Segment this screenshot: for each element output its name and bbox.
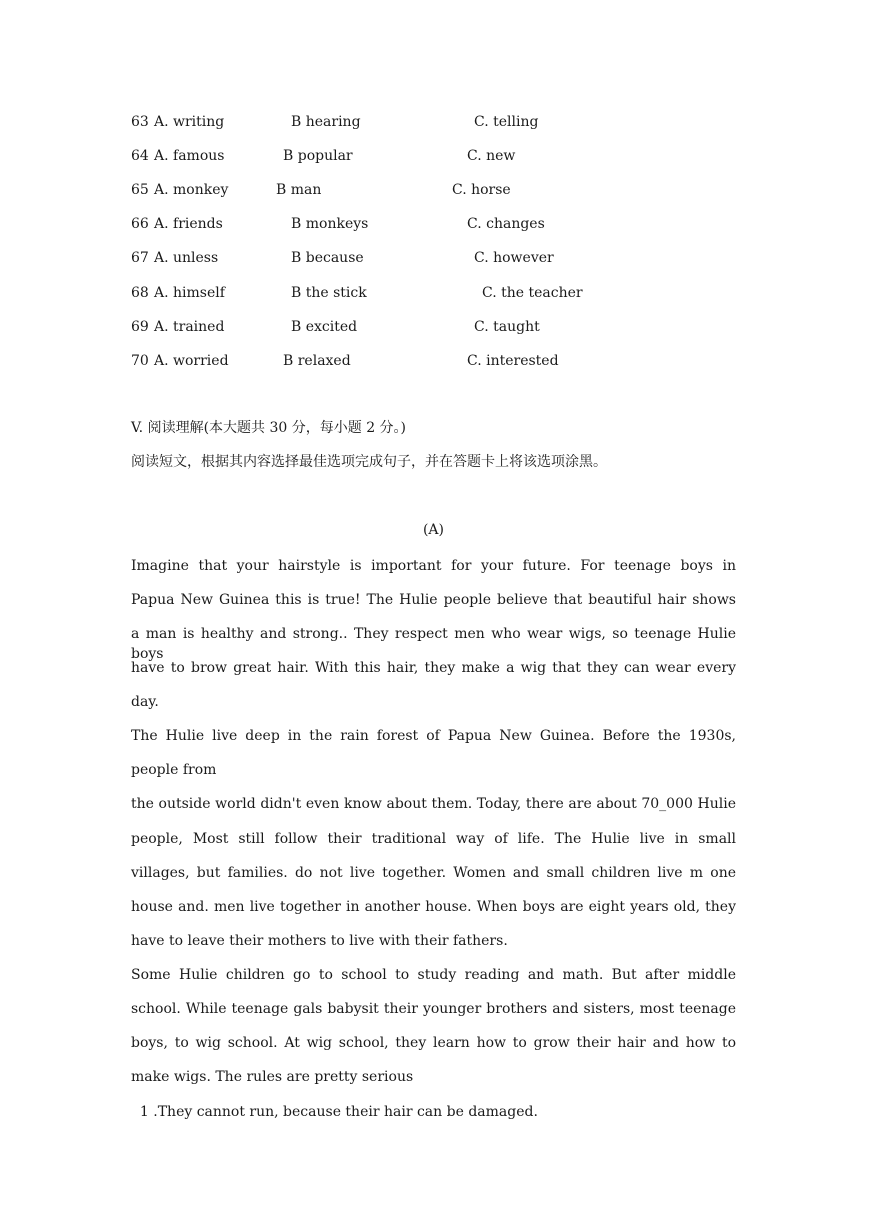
passage-label: (A) [422,522,445,538]
option-c: C. changes [467,216,545,232]
passage-line: The Hulie live deep in the rain forest of Papua New Guinea. Before the 1930s, [131,728,736,744]
question-number: 66 [131,216,149,232]
option-row [131,317,540,337]
option-b: B the stick [291,285,367,301]
passage-line: house and. men live together in another house. When boys are eight years old, they [131,899,736,915]
option-row [131,214,545,234]
option-a: A. friends [154,216,223,232]
option-c: C. new [467,148,516,164]
passage-line: day. [131,694,159,710]
option-a: A. writing [154,114,225,130]
option-a: A. himself [154,285,225,301]
option-a: A. worried [154,353,229,369]
option-c: C. however [474,250,554,266]
option-c: C. taught [474,319,540,335]
passage-line: have to leave their mothers to live with their fathers. [131,933,508,949]
option-a: A. famous [154,148,225,164]
option-row [131,351,559,371]
passage-line: make wigs. The rules are pretty serious [131,1069,414,1085]
option-b: B man [276,182,322,198]
section-instruction: 阅读短文，根据其内容选择最佳选项完成句子，并在答题卡上将该选项涂黑。 [131,454,607,470]
option-row [131,180,511,200]
option-b: B excited [291,319,358,335]
passage-line: a man is healthy and strong.. They respect men who wear wigs, so teenage Hulie boys [131,626,736,662]
passage-line: have to brow great hair. With this hair, they make a wig that they can wear every [131,660,736,676]
question-number: 67 [131,250,149,266]
option-b: B hearing [291,114,361,130]
passage-line: Some Hulie children go to school to study reading and math. But after middle [131,967,736,983]
option-row [131,146,516,166]
passage-line: boys, to wig school. At wig school, they learn how to grow their hair and how to [131,1035,736,1051]
question-number: 64 [131,148,149,164]
option-b: B because [291,250,364,266]
option-c: C. interested [467,353,559,369]
question-number: 70 [131,353,149,369]
passage-line: the outside world didn't even know about them. Today, there are about 70_000 Hulie [131,796,736,812]
passage-line: 1 .They cannot run, because their hair can be damaged. [131,1104,538,1120]
question-number: 63 [131,114,149,130]
option-c: C. telling [474,114,539,130]
option-b: B popular [283,148,353,164]
passage-line: people from [131,762,217,778]
question-number: 68 [131,285,149,301]
option-a: A. unless [154,250,219,266]
question-number: 69 [131,319,149,335]
passage-line: Imagine that your hairstyle is important for your future. For teenage boys in [131,558,736,574]
option-row [131,283,583,303]
passage-line: Papua New Guinea this is true! The Hulie people believe that beautiful hair shows [131,592,736,608]
section-heading: V. 阅读理解(本大题共 30 分，每小题 2 分。) [131,420,407,436]
question-number: 65 [131,182,149,198]
option-b: B relaxed [283,353,351,369]
passage-line: villages, but families. do not live together. Women and small children live m one [131,865,736,881]
passage-line: people, Most still follow their traditional way of life. The Hulie live in small [131,831,736,847]
option-row [131,112,539,132]
option-b: B monkeys [291,216,369,232]
option-a: A. monkey [154,182,229,198]
option-row [131,248,554,268]
option-c: C. horse [452,182,511,198]
option-c: C. the teacher [482,285,583,301]
passage-line: school. While teenage gals babysit their younger brothers and sisters, most teenage [131,1001,736,1017]
option-a: A. trained [154,319,225,335]
